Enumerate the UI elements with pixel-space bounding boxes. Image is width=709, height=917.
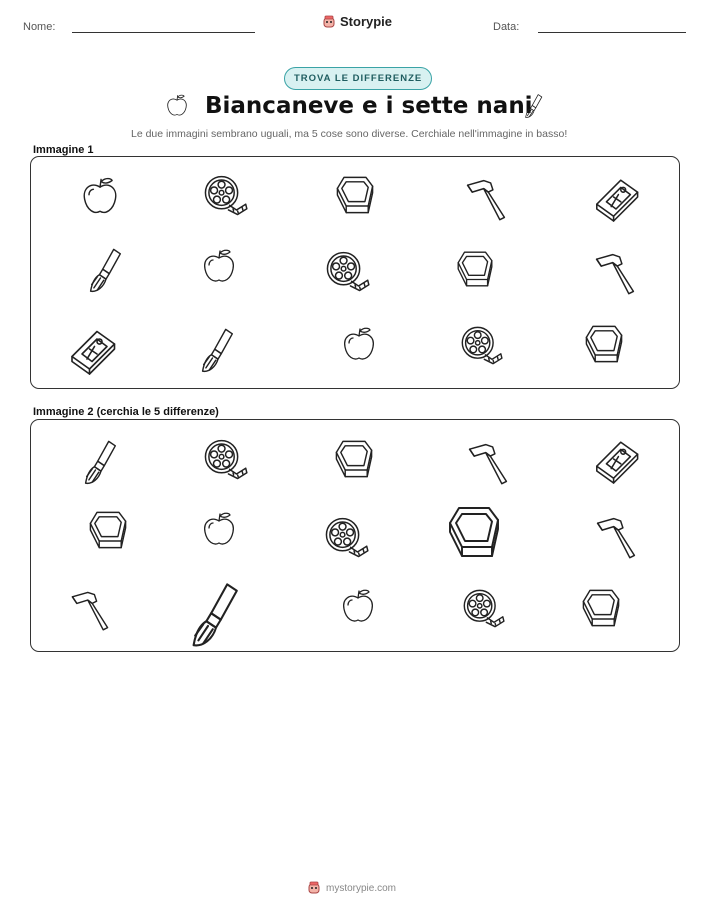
coffin-icon[interactable] <box>332 437 376 481</box>
apple-icon <box>78 175 122 219</box>
brush-icon <box>84 245 128 289</box>
hammer-icon[interactable] <box>68 588 112 632</box>
brush-icon[interactable] <box>184 578 248 642</box>
coffin-icon <box>582 322 626 366</box>
coffin-icon <box>454 248 496 290</box>
mousetrap-icon[interactable] <box>592 435 640 483</box>
brush-icon <box>196 325 240 369</box>
storypie-mascot-icon <box>307 881 321 895</box>
name-line[interactable] <box>72 32 255 33</box>
film-reel-icon <box>459 323 503 367</box>
activity-badge: TROVA LE DIFFERENZE <box>284 67 432 90</box>
hammer-icon[interactable] <box>465 440 511 486</box>
apple-icon[interactable] <box>199 510 239 550</box>
coffin-icon[interactable] <box>444 502 504 562</box>
brand-name: Storypie <box>340 14 393 29</box>
hammer-icon <box>592 250 638 296</box>
section-label-image-1: Immagine 1 <box>33 144 94 156</box>
mousetrap-icon <box>67 324 117 374</box>
section-label-image-2: Immagine 2 (cerchia le 5 differenze) <box>33 406 219 418</box>
brush-icon <box>522 92 546 120</box>
film-reel-icon <box>202 172 248 218</box>
brush-icon[interactable] <box>79 437 123 481</box>
instructions: Le due immagini sembrano uguali, ma 5 cose sono diverse. Cerchiale nell'immagine in basso! <box>131 128 568 140</box>
brand-logo <box>322 14 392 29</box>
date-label: Data: <box>493 21 520 33</box>
hammer-icon <box>463 176 509 222</box>
film-reel-icon[interactable] <box>323 514 369 560</box>
mousetrap-icon <box>592 173 640 221</box>
apple-icon <box>199 247 239 287</box>
footer <box>307 881 396 895</box>
coffin-icon <box>333 173 377 217</box>
footer-url: mystorypie.com <box>326 882 397 894</box>
page-title: Biancaneve e i sette nani <box>205 93 533 119</box>
film-reel-icon[interactable] <box>202 436 248 482</box>
hammer-icon[interactable] <box>593 514 639 560</box>
coffin-icon[interactable] <box>86 508 130 552</box>
film-reel-icon <box>324 248 370 294</box>
name-label: Nome: <box>23 21 56 33</box>
apple-icon[interactable] <box>338 587 378 627</box>
apple-icon <box>339 325 379 365</box>
coffin-icon[interactable] <box>579 586 623 630</box>
storypie-mascot-icon <box>322 15 336 29</box>
apple-icon <box>164 93 190 119</box>
film-reel-icon[interactable] <box>461 586 505 630</box>
date-line[interactable] <box>538 32 686 33</box>
